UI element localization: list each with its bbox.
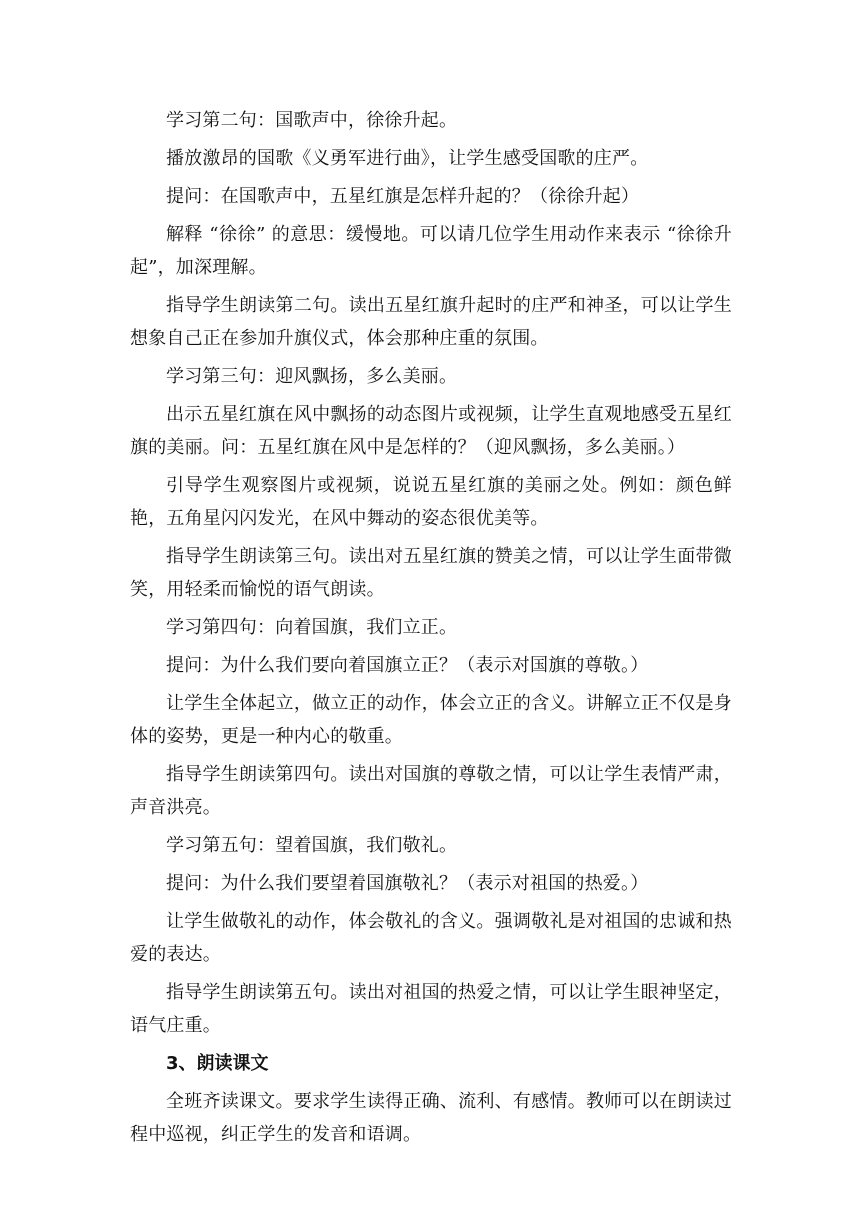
paragraph-study-sentence-3: 学习第三句：迎风飘扬，多么美丽。 [166,366,458,387]
paragraph-class-reading: 全班齐读课文。要求学生读得正确、流利、有感情。教师可以在朗读过程中巡视，纠正学生的发音和语调。 [130,1091,732,1145]
paragraph-study-sentence-5: 学习第五句：望着国旗，我们敬礼。 [166,835,458,856]
paragraph-read-sentence-3: 指导学生朗读第三句。读出对五星红旗的赞美之情，可以让学生面带微笑，用轻柔而愉悦的语气朗读。 [130,546,732,600]
document-page [130,104,732,1156]
paragraph-study-sentence-2: 学习第二句：国歌声中，徐徐升起。 [166,110,458,131]
section-heading: 3、朗读课文 [166,1053,269,1074]
paragraph-show-flag-video: 出示五星红旗在风中飘扬的动态图片或视频，让学生直观地感受五星红旗的美丽。问：五星红旗在风中是怎样的？（迎风飘扬，多么美丽。） [130,404,732,458]
paragraph-read-sentence-4: 指导学生朗读第四句。读出对国旗的尊敬之情，可以让学生表情严肃，声音洪亮。 [130,764,732,818]
paragraph-study-sentence-4: 学习第四句：向着国旗，我们立正。 [166,617,458,638]
paragraph-explain-xuxu: 解释 “徐徐” 的意思：缓慢地。可以请几位学生用动作来表示 “徐徐升起”，加深理解。 [130,224,732,278]
paragraph-read-sentence-2: 指导学生朗读第二句。读出五星红旗升起时的庄严和神圣，可以让学生想象自己正在参加升旗仪式，体会那种庄重的氛围。 [130,295,732,349]
paragraph-question-rise: 提问：在国歌声中，五星红旗是怎样升起的？（徐徐升起） [166,186,640,207]
paragraph-stand-attention: 让学生全体起立，做立正的动作，体会立正的含义。讲解立正不仅是身体的姿势，更是一种内心的敬重。 [130,693,732,747]
paragraph-read-sentence-5: 指导学生朗读第五句。读出对祖国的热爱之情，可以让学生眼神坚定，语气庄重。 [130,982,732,1036]
paragraph-observe-beauty: 引导学生观察图片或视频，说说五星红旗的美丽之处。例如：颜色鲜艳，五角星闪闪发光，在风中舞动的姿态很优美等。 [130,475,732,529]
paragraph-play-anthem: 播放激昂的国歌《义勇军进行曲》，让学生感受国歌的庄严。 [166,148,649,169]
paragraph-question-attention: 提问：为什么我们要向着国旗立正？（表示对国旗的尊敬。） [166,655,649,676]
paragraph-question-salute: 提问：为什么我们要望着国旗敬礼？（表示对祖国的热爱。） [166,873,649,894]
paragraph-do-salute: 让学生做敬礼的动作，体会敬礼的含义。强调敬礼是对祖国的忠诚和热爱的表达。 [130,911,732,965]
